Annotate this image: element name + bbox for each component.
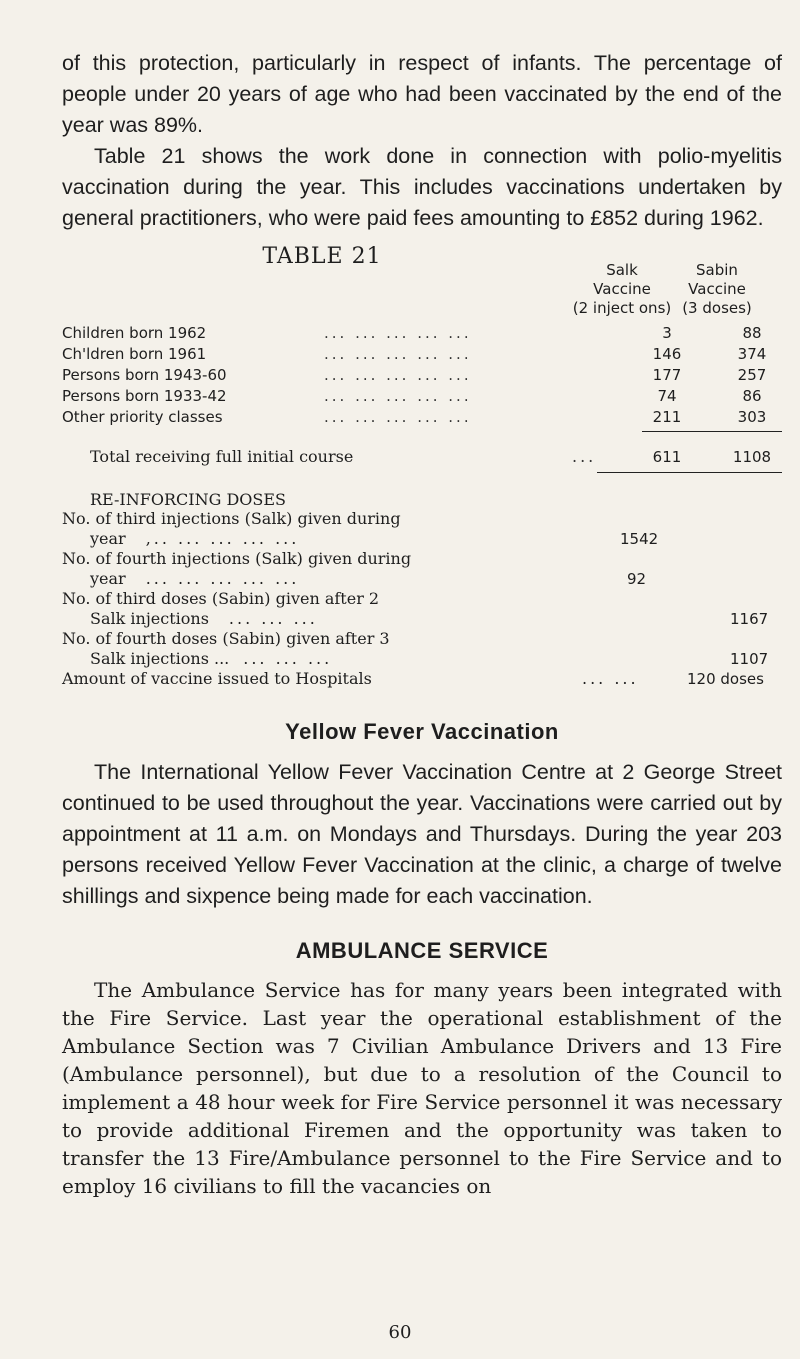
- document-page: [62, 48, 782, 1200]
- item-text: No. of third doses (Sabin) given after 2: [62, 589, 380, 608]
- sabin-cell: 86: [742, 387, 762, 405]
- page-number: 60: [388, 1322, 412, 1343]
- sabin-column-header: [652, 261, 782, 318]
- table-row: [62, 323, 782, 344]
- salk-header-line-1: Salk: [606, 261, 638, 279]
- reinforcing-item: [62, 549, 782, 589]
- item-text: No. of fourth injections (Salk) given during: [62, 549, 412, 568]
- row-label: Other priority classes: [62, 408, 223, 426]
- sabin-cell: 257: [737, 366, 767, 384]
- sabin-value: 1167: [730, 610, 769, 628]
- amount-label: Amount of vaccine issued to Hospitals: [62, 669, 372, 688]
- table-row: [62, 407, 782, 428]
- item-text: No. of third injections (Salk) given during: [62, 509, 401, 528]
- salk-header-line-2: Vaccine: [593, 280, 651, 298]
- leader-dots: ... ... ... ... ...: [324, 387, 472, 405]
- item-text-line2: year: [90, 569, 126, 588]
- item-text-cont: [62, 529, 782, 549]
- item-text: No. of fourth doses (Sabin) given after 3: [62, 629, 390, 648]
- intro-paragraph-1: of this protection, particularly in respect of infants. The percentage of people under 20 years of age who had been vaccinated by the end of the year was 89%.: [62, 51, 782, 137]
- salk-cell: 146: [652, 345, 682, 363]
- rule-row: [62, 472, 782, 476]
- sabin-header-line-1: Sabin: [696, 261, 738, 279]
- leader-dots: ... ... ... ... ...: [324, 408, 472, 426]
- salk-value: 92: [627, 570, 647, 588]
- total-salk: 611: [652, 448, 682, 466]
- total-sabin: 1108: [732, 448, 772, 466]
- leader-dots: ... ... ...: [243, 649, 333, 668]
- table-row: [62, 386, 782, 407]
- salk-cell: 211: [652, 408, 682, 426]
- sabin-cell: 303: [737, 408, 767, 426]
- row-label: Persons born 1933-42: [62, 387, 227, 405]
- total-row: [62, 442, 782, 472]
- total-label: Total receiving full initial course: [90, 447, 354, 466]
- table-row: [62, 344, 782, 365]
- leader-dots: ... ... ... ... ...: [324, 324, 472, 342]
- total-rule-bottom: [597, 472, 782, 473]
- row-label: Ch'ldren born 1961: [62, 345, 207, 363]
- polio-vaccination-table: [62, 261, 782, 689]
- reinforcing-item: [62, 589, 782, 629]
- leader-dots: ... ...: [582, 669, 639, 688]
- item-text-cont: [62, 569, 782, 589]
- leader-dots: ,.. ... ... ... ...: [145, 529, 300, 548]
- sabin-header-line-2: Vaccine: [688, 280, 746, 298]
- sabin-header-line-3: (3 doses): [682, 299, 752, 317]
- item-text-line2: year: [90, 529, 126, 548]
- row-label: Persons born 1943-60: [62, 366, 227, 384]
- rule-row: [62, 428, 782, 432]
- leader-dots: ... ... ... ... ...: [145, 569, 300, 588]
- reinforcing-item: [62, 509, 782, 549]
- salk-cell: 74: [657, 387, 677, 405]
- leader-dots: ... ... ... ... ...: [324, 345, 472, 363]
- total-rule-top: [642, 431, 782, 432]
- leader-dots: ... ... ... ... ...: [324, 366, 472, 384]
- leader-dots: ...: [572, 447, 597, 466]
- item-text-cont: [62, 649, 782, 669]
- reinforcing-heading: RE-INFORCING DOSES: [90, 490, 286, 509]
- sabin-cell: 374: [737, 345, 767, 363]
- salk-cell: 177: [652, 366, 682, 384]
- sabin-value: 1107: [730, 650, 769, 668]
- table-column-headers: [62, 261, 782, 323]
- salk-header-line-3: (2 inject ons): [572, 299, 672, 317]
- reinforcing-item: [62, 629, 782, 669]
- salk-cell: 3: [662, 324, 672, 342]
- intro-paragraph-2: Table 21 shows the work done in connection with polio-myelitis vaccination during the year. This includes vaccinations undertaken by general practitioners, who were paid fees amounting to £852 during 1962.: [62, 144, 782, 230]
- table-title: TABLE 21: [262, 244, 382, 269]
- yellow-fever-paragraph: The International Yellow Fever Vaccination Centre at 2 George Street continued to be used throughout the year. Vaccinations were carried out by appointment at 11 a.m. on Mondays and Thursdays. During the year 203 persons received Yellow Fever Vaccination at the clinic, a charge of twelve shillings and sixpence being made for each vaccination.: [62, 760, 782, 908]
- amount-value: 120 doses: [687, 670, 764, 688]
- salk-value: 1542: [620, 530, 659, 548]
- row-label: Children born 1962: [62, 324, 207, 342]
- item-text-cont: [62, 609, 782, 629]
- amount-row: [62, 669, 782, 689]
- table-row: [62, 365, 782, 386]
- item-text-line2: Salk injections ...: [90, 649, 230, 668]
- yellow-fever-heading: Yellow Fever Vaccination: [285, 719, 559, 744]
- leader-dots: ... ... ...: [228, 609, 318, 628]
- item-text-line2: Salk injections: [90, 609, 209, 628]
- sabin-cell: 88: [742, 324, 762, 342]
- ambulance-heading: AMBULANCE SERVICE: [295, 938, 549, 963]
- ambulance-paragraph: The Ambulance Service has for many years been integrated with the Fire Service. Last year the operational establishment of the Ambulance Section was 7 Civilian Ambulance Drivers and 13 Fire (Ambulance personnel), but due to a resolution of the Council to implement a 48 hour week for Fire Service personnel it was necessary to provide additional Firemen and the opportunity was taken to transfer the 13 Fire/Ambulance personnel to the Fire Service and to employ 16 civilians to fill the vacancies on: [62, 978, 782, 1198]
